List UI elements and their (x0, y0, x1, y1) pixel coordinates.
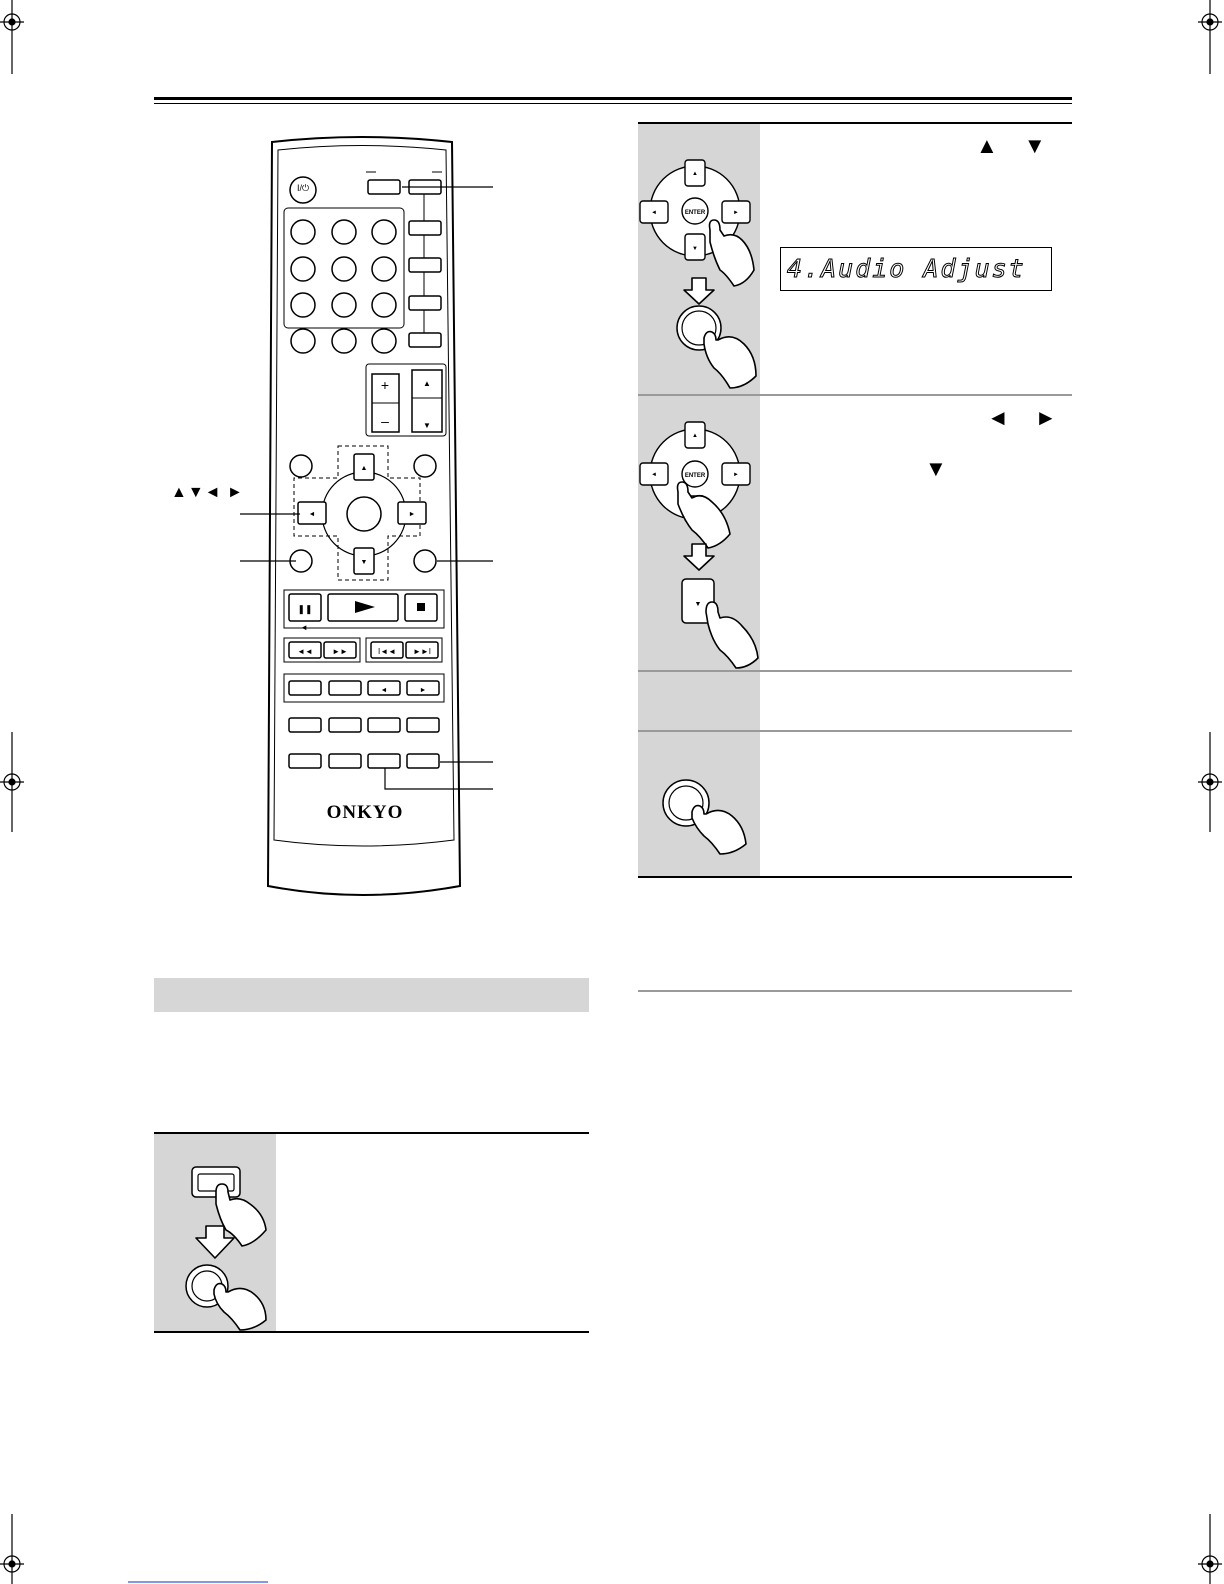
svg-text:►: ► (733, 210, 739, 216)
svg-text:▲: ▲ (360, 465, 368, 472)
svg-text:▼: ▼ (692, 246, 698, 252)
svg-text:►: ► (419, 687, 427, 694)
dpad-left-right-illustration (638, 396, 760, 670)
pointing-hand-icon (154, 1134, 276, 1331)
up-down-arrows: ▲ ▼ (976, 133, 1056, 158)
lcd-display-text: 4.Audio Adjust (787, 254, 1026, 283)
svg-text:ENTER: ENTER (684, 473, 706, 479)
svg-text:▼: ▼ (694, 601, 702, 608)
svg-text:I◄◄: I◄◄ (377, 647, 397, 656)
note-bottom-rule (638, 990, 1072, 992)
svg-text:▲: ▲ (423, 379, 431, 388)
svg-text:▼: ▼ (423, 421, 431, 430)
svg-text:▲: ▲ (692, 171, 698, 177)
svg-text:◄◄: ◄◄ (297, 647, 313, 656)
svg-text:–: – (381, 413, 389, 429)
svg-text:◄: ◄ (308, 511, 316, 518)
svg-text:ENTER: ENTER (684, 210, 706, 216)
svg-text:◄: ◄ (651, 472, 657, 478)
svg-text:+: + (380, 377, 390, 393)
svg-text:►►: ►► (332, 647, 348, 656)
svg-text:◄: ◄ (300, 623, 308, 632)
svg-text:►: ► (408, 511, 416, 518)
lcd-display (780, 247, 1052, 291)
svg-text:►: ► (733, 472, 739, 478)
svg-text:◄: ◄ (380, 687, 388, 694)
step-panel-3 (638, 672, 760, 730)
dpad-enter-illustration (638, 124, 760, 394)
svg-text:❚❚: ❚❚ (297, 604, 313, 614)
power-button-label: I/⏻ (296, 183, 310, 193)
remote-brand-logo: ONKYO (326, 802, 404, 823)
svg-text:▼: ▼ (360, 559, 368, 566)
arrow-buttons-label: ▲▼◄ ► (171, 484, 244, 501)
left-right-arrows: ◄ ► (987, 405, 1067, 430)
svg-text:◄: ◄ (651, 210, 657, 216)
svg-text:▲: ▲ (692, 433, 698, 439)
section-heading-bar (154, 978, 589, 1012)
button-press-illustration (638, 732, 760, 876)
step-box-bottom-rule (154, 1331, 589, 1333)
down-arrow-glyph: ▼ (925, 456, 947, 481)
right-bottom-rule (638, 876, 1072, 878)
svg-text:►►I: ►►I (412, 647, 432, 656)
